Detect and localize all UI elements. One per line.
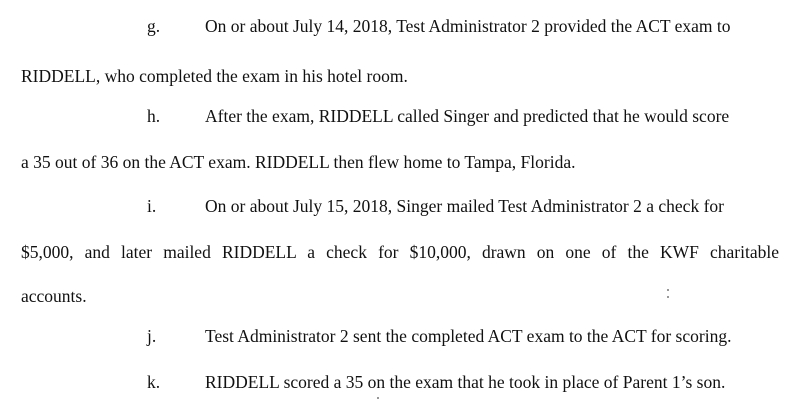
paragraph-k-marker: k. bbox=[147, 372, 161, 392]
paragraph-i-marker: i. bbox=[147, 196, 157, 216]
paragraph-i-line-2: $5,000, and later mailed RIDDELL a check for $10,000, drawn on one of the KWF charitable bbox=[21, 242, 779, 262]
paragraph-i-line-1: On or about July 15, 2018, Singer mailed Test Administrator 2 a check for bbox=[205, 196, 724, 216]
scan-speck bbox=[667, 289, 669, 291]
paragraph-j-marker: j. bbox=[147, 326, 157, 346]
paragraph-j-line-1: Test Administrator 2 sent the completed ACT exam to the ACT for scoring. bbox=[205, 326, 732, 346]
paragraph-g-line-1: On or about July 14, 2018, Test Administrator 2 provided the ACT exam to bbox=[205, 16, 731, 36]
scan-speck bbox=[377, 397, 379, 399]
paragraph-g-marker: g. bbox=[147, 16, 161, 36]
paragraph-i-line-3: accounts. bbox=[21, 286, 87, 306]
paragraph-g-line-2: RIDDELL, who completed the exam in his hotel room. bbox=[21, 66, 408, 86]
paragraph-h-line-2: a 35 out of 36 on the ACT exam. RIDDELL then flew home to Tampa, Florida. bbox=[21, 152, 576, 172]
scan-speck bbox=[667, 296, 669, 298]
paragraph-h-marker: h. bbox=[147, 106, 161, 126]
paragraph-h-line-1: After the exam, RIDDELL called Singer and predicted that he would score bbox=[205, 106, 730, 126]
paragraph-k-line-1: RIDDELL scored a 35 on the exam that he took in place of Parent 1’s son. bbox=[205, 372, 726, 392]
